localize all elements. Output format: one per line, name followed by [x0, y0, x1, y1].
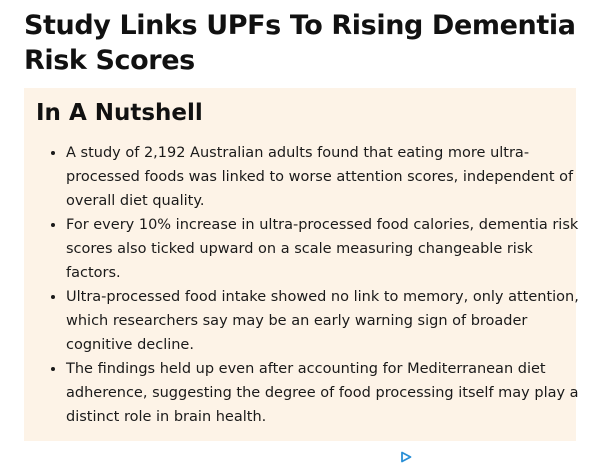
- nutshell-title: In A Nutshell: [36, 100, 203, 126]
- ad-choices-icon[interactable]: [400, 448, 412, 460]
- nutshell-bullet-item: • The findings held up even after accounting for Mediterranean diet adherence, suggesting the degree of food processing itself may play a distinct role in brain health.: [66, 357, 582, 429]
- nutshell-bullet-list: [48, 141, 582, 429]
- article-headline: Study Links UPFs To Rising Dementia Risk Scores: [24, 10, 576, 76]
- nutshell-bullet-item: • Ultra-processed food intake showed no link to memory, only attention, which researchers say may be an early warning sign of broader cognitive decline.: [66, 285, 582, 357]
- nutshell-summary-box: [24, 88, 579, 441]
- nutshell-bullet-item: • For every 10% increase in ultra-processed food calories, dementia risk scores also ticked upward on a scale measuring changeable risk factors.: [66, 213, 582, 285]
- nutshell-bullet-item: • A study of 2,192 Australian adults found that eating more ultra-processed foods was linked to worse attention scores, independent of overall diet quality.: [66, 141, 582, 213]
- play-triangle-icon: [400, 451, 412, 463]
